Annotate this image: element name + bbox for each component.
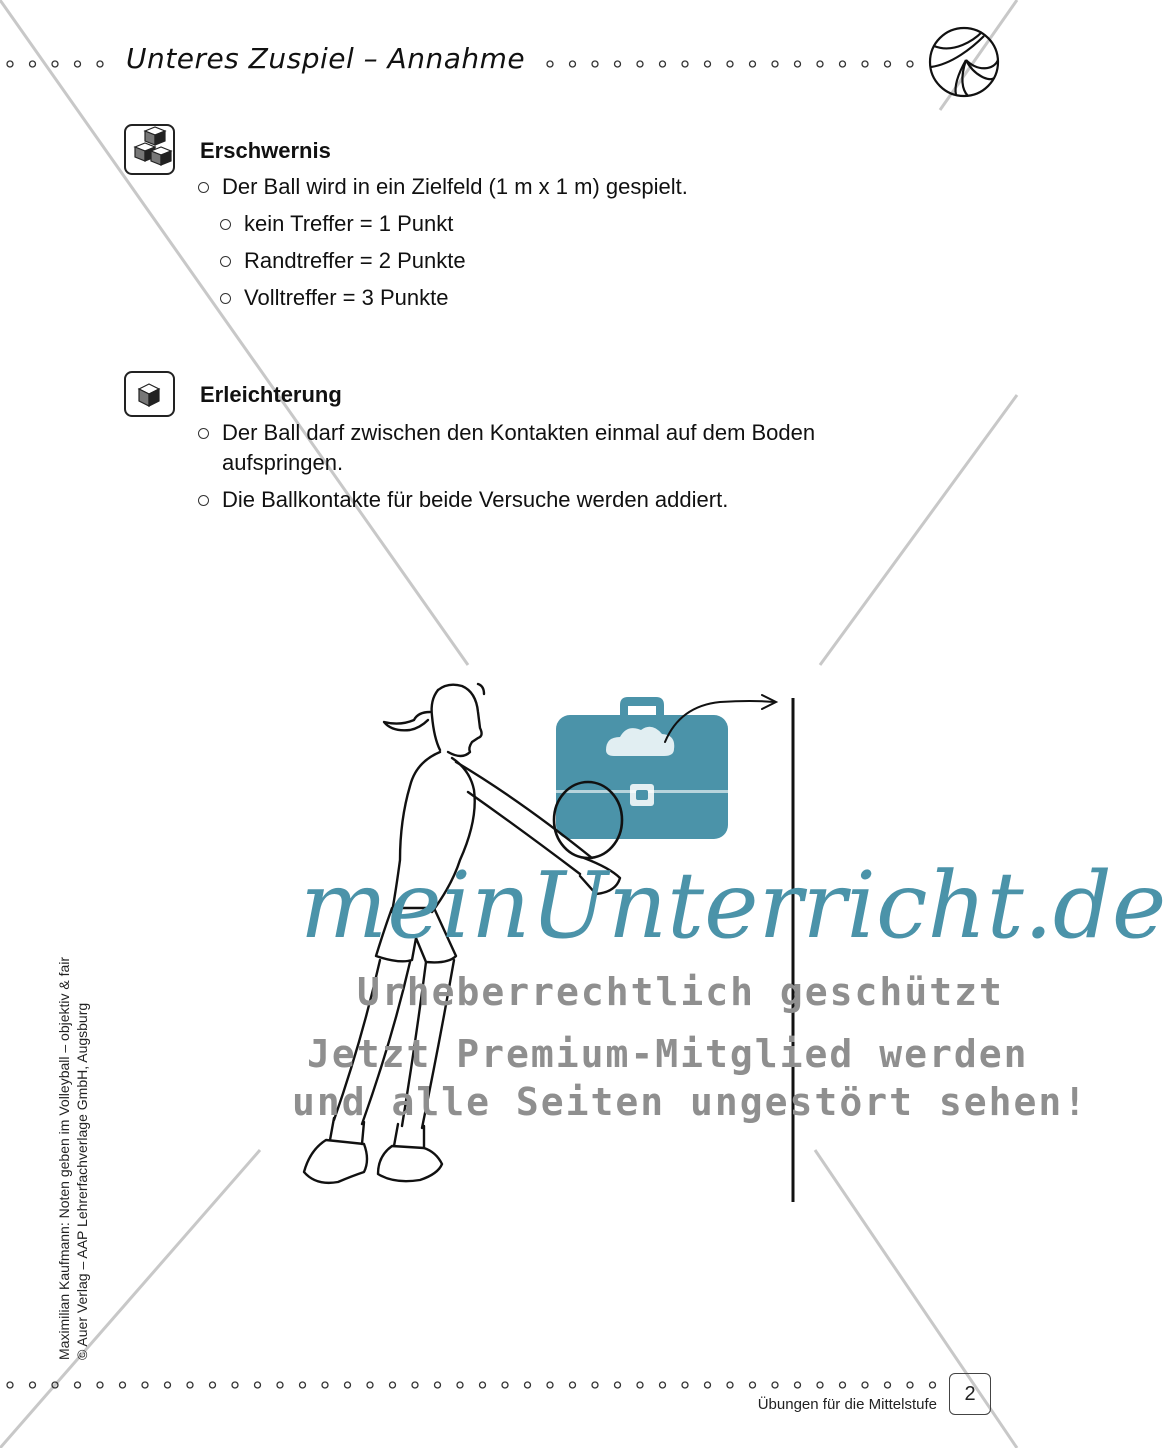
rule-dot (840, 61, 846, 67)
rule-dot (592, 1382, 598, 1388)
section-heading-easier: Erleichterung (200, 382, 342, 407)
rule-dot (570, 1382, 576, 1388)
bullet-icon (198, 495, 209, 506)
rule-dot (345, 1382, 351, 1388)
rule-dot (637, 61, 643, 67)
easier-list (198, 418, 898, 515)
rule-dot (277, 1382, 283, 1388)
rule-dot (907, 1382, 913, 1388)
watermark-logo: meinUnterricht.de (300, 852, 1166, 959)
list-item-text: Randtreffer = 2 Punkte (244, 248, 466, 273)
rule-dot (615, 1382, 621, 1388)
rule-dot (705, 61, 711, 67)
rule-dot (502, 1382, 508, 1388)
rule-dot (570, 61, 576, 67)
briefcase-watermark-icon (556, 697, 728, 839)
rule-dot (367, 1382, 373, 1388)
rule-dot (30, 61, 36, 67)
rule-dot (930, 1382, 936, 1388)
rule-dot (457, 1382, 463, 1388)
bullet-icon (198, 182, 209, 193)
rule-dot (255, 1382, 261, 1388)
rule-dot (75, 1382, 81, 1388)
rule-dot (187, 1382, 193, 1388)
rule-dot (75, 61, 81, 67)
rule-dot (660, 61, 666, 67)
rule-dot (412, 1382, 418, 1388)
rule-dot (907, 61, 913, 67)
rule-dot (750, 1382, 756, 1388)
rule-dot (817, 61, 823, 67)
rule-dot (750, 61, 756, 67)
credit-author: Maximilian Kaufmann: Noten geben im Volleyball – objektiv & fair (56, 956, 72, 1360)
single-cube-icon (125, 372, 174, 416)
watermark-line-2: Jetzt Premium-Mitglied werden (307, 1032, 1029, 1076)
bullet-icon (220, 256, 231, 267)
rule-dot (210, 1382, 216, 1388)
rule-dot (705, 1382, 711, 1388)
rule-dot (7, 61, 13, 67)
footer-dotted-rule (7, 1382, 936, 1388)
rule-dot (7, 1382, 13, 1388)
section-heading-harder: Erschwernis (200, 138, 331, 163)
rule-dot (480, 1382, 486, 1388)
list-item (198, 485, 898, 515)
rule-dot (322, 1382, 328, 1388)
list-item-text: Die Ballkontakte für beide Versuche werden addiert. (222, 487, 729, 512)
rule-dot (885, 61, 891, 67)
list-item-text: Der Ball wird in ein Zielfeld (1 m x 1 m) gespielt. (222, 174, 688, 199)
bullet-icon (220, 293, 231, 304)
rule-dot (120, 1382, 126, 1388)
harder-list (198, 172, 688, 313)
footer-text: Übungen für die Mittelstufe (757, 1396, 937, 1413)
rule-dot (547, 1382, 553, 1388)
rule-dot (547, 61, 553, 67)
rule-dot (637, 1382, 643, 1388)
list-item-text: Der Ball darf zwischen den Kontakten einmal auf dem Boden aufspringen. (222, 420, 816, 475)
rule-dot (97, 61, 103, 67)
rule-dot (300, 1382, 306, 1388)
page-number: 2 (949, 1373, 991, 1415)
rule-dot (772, 1382, 778, 1388)
rule-dot (660, 1382, 666, 1388)
rule-dot (862, 1382, 868, 1388)
rule-dot (97, 1382, 103, 1388)
rule-dot (795, 1382, 801, 1388)
rule-dot (772, 61, 778, 67)
list-item-text: Volltreffer = 3 Punkte (244, 285, 449, 310)
list-item (220, 246, 688, 276)
rule-dot (390, 1382, 396, 1388)
rule-dot (840, 1382, 846, 1388)
page-title: Unteres Zuspiel – Annahme (126, 42, 526, 75)
list-item (198, 418, 898, 478)
rule-dot (727, 1382, 733, 1388)
list-item (198, 172, 688, 202)
watermark-line-3: und alle Seiten ungestört sehen! (292, 1080, 1089, 1124)
rule-dot (615, 61, 621, 67)
rule-dot (727, 61, 733, 67)
bullet-icon (198, 428, 209, 439)
rule-dot (142, 1382, 148, 1388)
rule-dot (682, 1382, 688, 1388)
volleyball-icon (930, 28, 998, 96)
rule-dot (435, 1382, 441, 1388)
rule-dot (795, 61, 801, 67)
rule-dot (592, 61, 598, 67)
rule-dot (232, 1382, 238, 1388)
side-credit (55, 957, 91, 1360)
rule-dot (525, 1382, 531, 1388)
rule-dot (862, 61, 868, 67)
rule-dot (165, 1382, 171, 1388)
watermark-line-1: Urheberrechtlich geschützt (357, 970, 1004, 1014)
rule-dot (885, 1382, 891, 1388)
list-item-text: kein Treffer = 1 Punkt (244, 211, 454, 236)
rule-dot (682, 61, 688, 67)
list-item (220, 283, 688, 313)
rule-dot (817, 1382, 823, 1388)
rule-dot (52, 61, 58, 67)
list-item (220, 209, 688, 239)
bullet-icon (220, 219, 231, 230)
credit-publisher: © Auer Verlag – AAP Lehrerfachverlage GmbH, Augsburg (74, 1002, 90, 1360)
cubes-stack-icon (125, 125, 174, 174)
rule-dot (30, 1382, 36, 1388)
